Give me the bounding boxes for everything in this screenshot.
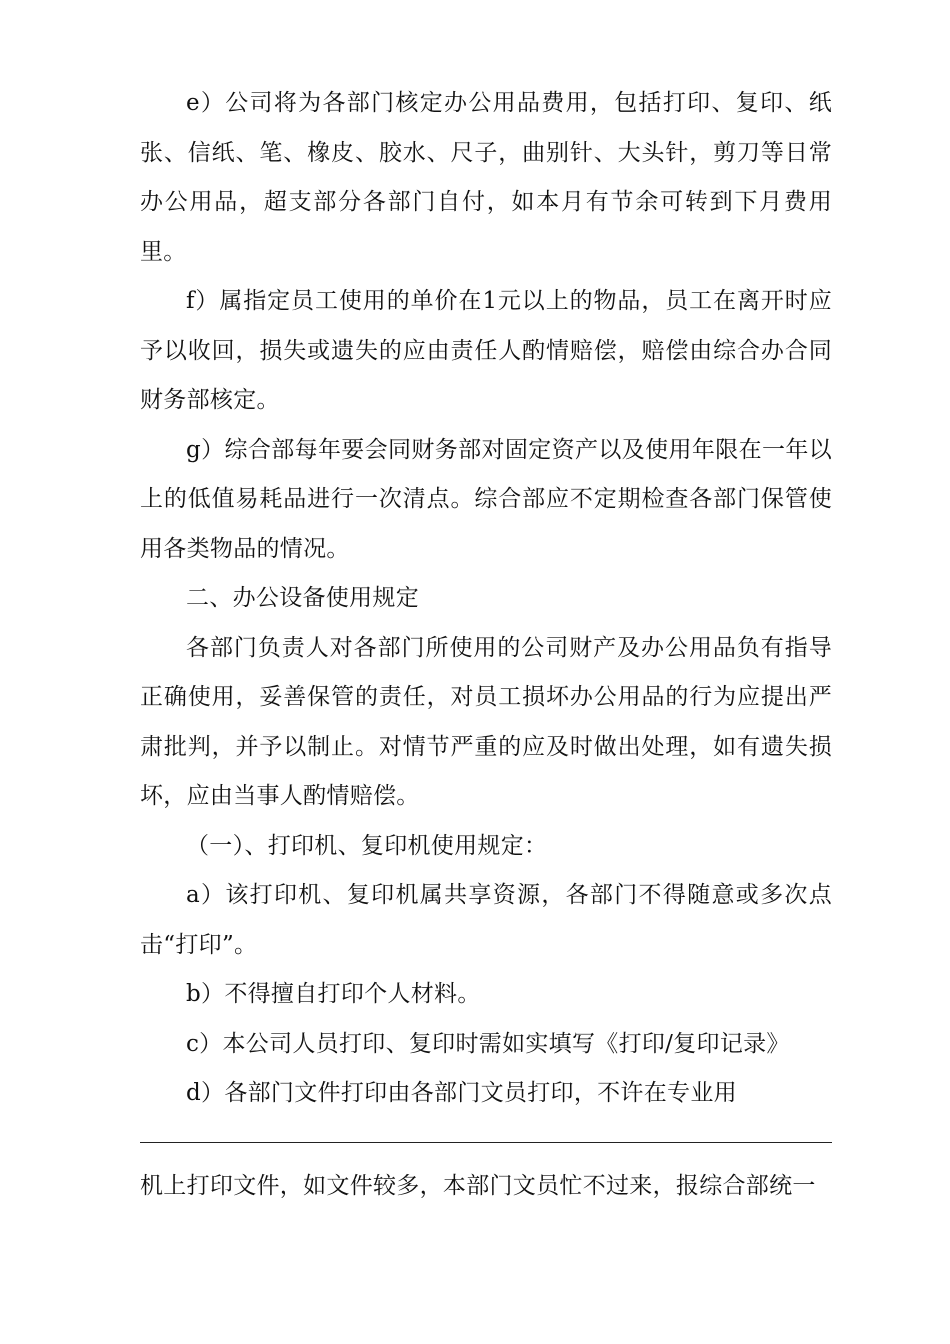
paragraph-department-responsibility: 各部门负责人对各部门所使用的公司财产及办公用品负有指导正确使用，妥善保管的责任，对员工损坏办公用品的行为应提出严肃批判，并予以制止。对情节严重的应及时做出处理，如有遗失损坏，应由当事人酌情赔偿。	[140, 634, 832, 809]
paragraph-d: d）各部门文件打印由各部门文员打印，不许在专业用	[186, 1080, 737, 1106]
section-heading-equipment: 二、办公设备使用规定	[186, 585, 419, 611]
document-body	[140, 79, 832, 1119]
subsection-heading-printer: （一）、打印机、复印机使用规定：	[186, 832, 548, 859]
paragraph-b: b）不得擅自打印个人材料。	[186, 981, 481, 1007]
page-divider	[140, 1142, 832, 1143]
paragraph-g: g）综合部每年要会同财务部对固定资产以及使用年限在一年以上的低值易耗品进行一次清点。综合部应不定期检查各部门保管使用各类物品的情况。	[140, 436, 832, 562]
paragraph-a: a）该打印机、复印机属共享资源，各部门不得随意或多次点击“打印”。	[140, 882, 832, 958]
paragraph-f: f）属指定员工使用的单价在1元以上的物品，员工在离开时应予以收回，损失或遗失的应由责任人酌情赔偿，赔偿由综合办合同财务部核定。	[140, 288, 832, 413]
paragraph-c: c）本公司人员打印、复印时需如实填写《打印/复印记录》	[186, 1030, 790, 1057]
paragraph-e: e）公司将为各部门核定办公用品费用，包括打印、复印、纸张、信纸、笔、橡皮、胶水、尺子，曲别针、大头针，剪刀等日常办公用品，超支部分各部门自付，如本月有节余可转到下月费用里。	[140, 90, 832, 265]
continuation-line: 机上打印文件，如文件较多，本部门文员忙不过来，报综合部统一	[140, 1173, 816, 1199]
